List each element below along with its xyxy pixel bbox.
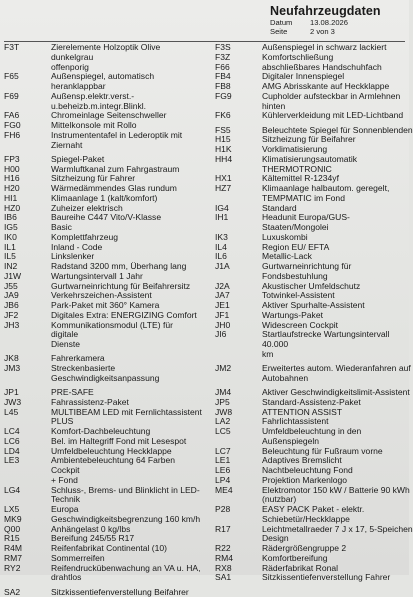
equipment-description: Europa <box>51 505 202 515</box>
equipment-code: H15 <box>215 135 262 145</box>
equipment-code: H16 <box>4 174 51 184</box>
equipment-row <box>4 588 202 597</box>
equipment-description: Kühlerverkleidung mit LED-Lichtband <box>262 111 413 121</box>
equipment-code: R4M <box>4 544 51 554</box>
equipment-code: IN2 <box>4 262 51 272</box>
equipment-description: Klimaanlage halbautom. geregelt, <box>262 184 413 194</box>
equipment-description: Schiebetür/Heckklappe <box>262 515 413 525</box>
equipment-row <box>215 243 413 253</box>
equipment-description: Digitaler Innenspiegel <box>262 72 413 82</box>
equipment-code: HH4 <box>215 155 262 175</box>
equipment-description: Chromeinlage Seitenschweller <box>51 111 202 121</box>
equipment-row <box>215 111 413 121</box>
equipment-description: Bel. im Haltegriff Fond mit Lesespot <box>51 437 202 447</box>
equipment-description: Kältemittel R-1234yf <box>262 174 413 184</box>
equipment-description: Autobahnen <box>262 374 413 384</box>
equipment-description: Außenspiegel in schwarz lackiert <box>262 43 413 53</box>
right-column <box>215 43 413 588</box>
equipment-code: JP5 <box>215 398 262 408</box>
equipment-description: + Fond <box>51 476 202 486</box>
equipment-description: Vorklimatisierung <box>262 145 413 155</box>
equipment-description: MULTIBEAM LED mit Fernlichtassistent <box>51 408 202 418</box>
equipment-description: Anhängelast 0 kg/lbs <box>51 525 202 535</box>
equipment-code: HI1 <box>4 194 51 204</box>
page-row <box>270 27 406 36</box>
equipment-code: H1K <box>215 145 262 155</box>
equipment-description: Standard-Assistenz-Paket <box>262 398 413 408</box>
equipment-code <box>215 350 262 360</box>
equipment-description: Linkslenker <box>51 252 202 262</box>
equipment-description: Design <box>262 534 413 544</box>
equipment-description: Geschwindigkeitsbegrenzung 160 km/h <box>51 515 202 525</box>
equipment-code: J2A <box>215 282 262 292</box>
equipment-row <box>215 364 413 374</box>
equipment-description: Rädergrößengruppe 2 <box>262 544 413 554</box>
equipment-code: LG4 <box>4 486 51 496</box>
equipment-code: H20 <box>4 184 51 194</box>
equipment-description: Widescreen Cockpit <box>262 321 413 331</box>
equipment-code: H00 <box>4 165 51 175</box>
equipment-code: Q00 <box>4 525 51 535</box>
equipment-row <box>4 243 202 253</box>
equipment-code: F3T <box>4 43 51 63</box>
equipment-description: Außenspiegel, automatisch heranklappbar <box>51 72 202 92</box>
equipment-code: R17 <box>215 525 262 535</box>
equipment-code <box>4 573 51 583</box>
equipment-row <box>215 155 413 175</box>
equipment-code: F3S <box>215 43 262 53</box>
equipment-code: FG9 <box>215 92 262 102</box>
equipment-code: J1A <box>215 262 262 282</box>
equipment-description: Cupholder aufsteckbar in Armlehnen <box>262 92 413 102</box>
equipment-description: Warmluftkanal zum Fahrgastraum <box>51 165 202 175</box>
equipment-description: Headunit Europa/GUS-Staaten/Mongolei <box>262 213 413 233</box>
equipment-description: Sitzheizung für Beifahrer <box>262 135 413 145</box>
equipment-code: JF2 <box>4 311 51 321</box>
equipment-description: Spiegel-Paket <box>51 155 202 165</box>
equipment-description: PRE-SAFE <box>51 388 202 398</box>
equipment-code <box>4 340 51 350</box>
equipment-description: (nutzbar) <box>262 495 413 505</box>
equipment-description: Sitzkissentiefenverstellung Fahrer <box>262 573 413 583</box>
equipment-row <box>215 427 413 447</box>
equipment-code: ME4 <box>215 486 262 496</box>
equipment-code: FB4 <box>215 72 262 82</box>
equipment-code <box>4 141 51 151</box>
equipment-code: FB8 <box>215 82 262 92</box>
equipment-description: drahtlos <box>51 573 202 583</box>
equipment-row <box>4 486 202 496</box>
equipment-description: Klimaanlage 1 (kalt/komfort) <box>51 194 202 204</box>
equipment-description: Gurtwarneinrichtung für Fondsbestuhlung <box>262 262 413 282</box>
equipment-code: JW8 <box>215 408 262 418</box>
equipment-row <box>4 456 202 476</box>
equipment-description: Mittelkonsole mit Rollo <box>51 121 202 131</box>
equipment-code: LE3 <box>4 456 51 476</box>
equipment-description: Inland - Code <box>51 243 202 253</box>
equipment-code: IL5 <box>4 252 51 262</box>
equipment-description: AMG Abrisskante auf Heckklappe <box>262 82 413 92</box>
equipment-code: IG5 <box>4 223 51 233</box>
page-label: Seite <box>270 27 310 36</box>
date-value: 13.08.2026 <box>310 18 348 27</box>
equipment-description: Sitzheizung für Fahrer <box>51 174 202 184</box>
equipment-code: JI6 <box>215 330 262 350</box>
equipment-description: Nachtbeleuchtung Fond <box>262 466 413 476</box>
equipment-code: JP1 <box>4 388 51 398</box>
equipment-code: FK6 <box>215 111 262 121</box>
equipment-code: HZ7 <box>215 184 262 194</box>
equipment-description: Beleuchtete Spiegel für Sonnenblenden <box>262 126 413 136</box>
equipment-description: ATTENTION ASSIST <box>262 408 413 418</box>
equipment-row <box>4 564 202 574</box>
equipment-description: Klimatisierungsautomatik THERMOTRONIC <box>262 155 413 175</box>
equipment-row <box>4 72 202 92</box>
equipment-code: LC7 <box>215 447 262 457</box>
equipment-code: JH3 <box>4 321 51 341</box>
page-value: 2 von 3 <box>310 27 335 36</box>
equipment-code: F66 <box>215 63 262 73</box>
equipment-description: Schluss-, Brems- und Blinklicht in LED- <box>51 486 202 496</box>
equipment-row <box>4 141 202 151</box>
equipment-code: IB6 <box>4 213 51 223</box>
equipment-row <box>215 92 413 102</box>
equipment-row <box>4 374 202 384</box>
equipment-code: JE1 <box>215 301 262 311</box>
equipment-description: Dienste <box>51 340 202 350</box>
equipment-code: J1W <box>4 272 51 282</box>
equipment-description: Komfort-Dachbeleuchtung <box>51 427 202 437</box>
equipment-description: abschließbares Handschuhfach <box>262 63 413 73</box>
equipment-description: Totwinkel-Assistent <box>262 291 413 301</box>
equipment-row <box>4 131 202 141</box>
equipment-row <box>215 213 413 233</box>
equipment-row <box>4 213 202 223</box>
equipment-description: Kommunikationsmodul (LTE) für digitale <box>51 321 202 341</box>
equipment-description: PLUS <box>51 417 202 427</box>
equipment-description: Fahrassistenz-Paket <box>51 398 202 408</box>
equipment-description: Aktiver Geschwindigkeitslimit-Assistent <box>262 388 413 398</box>
equipment-description: hinten <box>262 102 413 112</box>
equipment-code: JA9 <box>4 291 51 301</box>
equipment-code: R22 <box>215 544 262 554</box>
equipment-row <box>215 262 413 282</box>
date-row <box>270 18 406 27</box>
equipment-code: JA7 <box>215 291 262 301</box>
equipment-description: Park-Paket mit 360° Kamera <box>51 301 202 311</box>
equipment-description: Wartungsintervall 1 Jahr <box>51 272 202 282</box>
equipment-code: IL4 <box>215 243 262 253</box>
equipment-row <box>215 573 413 583</box>
equipment-description: Zuheizer elektrisch <box>51 204 202 214</box>
equipment-code: RY2 <box>4 564 51 574</box>
equipment-row <box>4 408 202 418</box>
left-column <box>4 43 202 597</box>
equipment-description: Wärmedämmendes Glas rundum <box>51 184 202 194</box>
equipment-description: TEMPMATIC im Fond <box>262 194 413 204</box>
equipment-code: HZ0 <box>4 204 51 214</box>
document-title: Neufahrzeugdaten <box>270 4 406 18</box>
equipment-description: Leichtmetallraeder 7 J x 17, 5-Speichen <box>262 525 413 535</box>
equipment-description: Adaptives Bremslicht <box>262 456 413 466</box>
equipment-description: Reifendruckübenwachung an VA u. HA, <box>51 564 202 574</box>
equipment-description: Aktiver Spurhalte-Assistent <box>262 301 413 311</box>
equipment-description: Reifenfabrikat Continental (10) <box>51 544 202 554</box>
equipment-code: LP4 <box>215 476 262 486</box>
equipment-description: km <box>262 350 413 360</box>
equipment-description: Digitales Extra: ENERGIZING Comfort <box>51 311 202 321</box>
equipment-description: Luxuskombi <box>262 233 413 243</box>
equipment-description: Streckenbasierte <box>51 364 202 374</box>
equipment-code: LC5 <box>215 427 262 447</box>
equipment-code: JF1 <box>215 311 262 321</box>
equipment-code: JK8 <box>4 354 51 364</box>
equipment-description: Projektion Markenlogo <box>262 476 413 486</box>
equipment-description: EASY PACK Paket - elektr. <box>262 505 413 515</box>
equipment-code <box>215 374 262 384</box>
equipment-description: Baureihe C447 Vito/V-Klasse <box>51 213 202 223</box>
equipment-description: Bereifung 245/55 R17 <box>51 534 202 544</box>
equipment-description: Räderfabrikat Ronal <box>262 564 413 574</box>
equipment-row <box>4 233 202 243</box>
equipment-row <box>215 486 413 496</box>
equipment-code: IL6 <box>215 252 262 262</box>
equipment-description: Komfortbereifung <box>262 554 413 564</box>
equipment-description: Radstand 3200 mm, Überhang lang <box>51 262 202 272</box>
equipment-code: R15 <box>4 534 51 544</box>
equipment-code: MK9 <box>4 515 51 525</box>
equipment-description: Umfeldbeleuchtung in den Außenspiegeln <box>262 427 413 447</box>
equipment-row <box>4 340 202 350</box>
equipment-description: Außensp.elektr.verst.- <box>51 92 202 102</box>
equipment-description: Basic <box>51 223 202 233</box>
equipment-description: Fahrerkamera <box>51 354 202 364</box>
equipment-code: IH1 <box>215 213 262 233</box>
equipment-description: Startlaufstrecke Wartungsintervall 40.000 <box>262 330 413 350</box>
equipment-row <box>4 43 202 63</box>
equipment-row <box>215 194 413 204</box>
equipment-code: JM4 <box>215 388 262 398</box>
equipment-code: SA2 <box>4 588 51 597</box>
equipment-description: Technik <box>51 495 202 505</box>
equipment-description: Wartungs-Paket <box>262 311 413 321</box>
equipment-code: RM7 <box>4 554 51 564</box>
equipment-description: Sitzkissentiefenverstellung Beifahrer <box>51 588 202 597</box>
equipment-description: Beleuchtung für Fußraum vorne <box>262 447 413 457</box>
equipment-row <box>215 525 413 535</box>
equipment-code: IG4 <box>215 204 262 214</box>
equipment-code: LC6 <box>4 437 51 447</box>
equipment-row <box>215 374 413 384</box>
equipment-code: P28 <box>215 505 262 515</box>
equipment-description: Akustischer Umfeldschutz <box>262 282 413 292</box>
equipment-description: Fahrlichtassistent <box>262 417 413 427</box>
equipment-description: Metallic-Lack <box>262 252 413 262</box>
equipment-row <box>4 495 202 505</box>
equipment-code: JB6 <box>4 301 51 311</box>
equipment-description: Erweitertes autom. Wiederanfahren auf <box>262 364 413 374</box>
equipment-description: Geschwindigkeitsanpassung <box>51 374 202 384</box>
equipment-row <box>4 321 202 341</box>
equipment-description: Elektromotor 150 kW / Batterie 90 kWh <box>262 486 413 496</box>
equipment-code: JM2 <box>215 364 262 374</box>
equipment-code: F3Z <box>215 53 262 63</box>
equipment-code: LA2 <box>215 417 262 427</box>
equipment-code: IL1 <box>4 243 51 253</box>
equipment-description: Ambientebeleuchtung 64 Farben Cockpit <box>51 456 202 476</box>
equipment-code: LE6 <box>215 466 262 476</box>
equipment-description: offenporig <box>51 63 202 73</box>
equipment-code: FP3 <box>4 155 51 165</box>
equipment-code <box>4 374 51 384</box>
equipment-description: Region EU/ EFTA <box>262 243 413 253</box>
equipment-code: LX5 <box>4 505 51 515</box>
equipment-code: HX1 <box>215 174 262 184</box>
equipment-code: IK0 <box>4 233 51 243</box>
date-label: Datum <box>270 18 310 27</box>
equipment-code: FS5 <box>215 126 262 136</box>
equipment-code: LE1 <box>215 456 262 466</box>
equipment-description: Instrumententafel in Lederoptik mit <box>51 131 202 141</box>
equipment-description: Verkehrszeichen-Assistent <box>51 291 202 301</box>
equipment-code: LC4 <box>4 427 51 437</box>
equipment-row <box>215 330 413 350</box>
equipment-row <box>215 350 413 360</box>
equipment-code: SA1 <box>215 573 262 583</box>
equipment-code: JH0 <box>215 321 262 331</box>
equipment-code: F69 <box>4 92 51 102</box>
equipment-description: Gurtwarneinrichtung für Beifahrersitz <box>51 282 202 292</box>
document-header <box>270 4 406 36</box>
equipment-code: JW3 <box>4 398 51 408</box>
equipment-code: IK3 <box>215 233 262 243</box>
equipment-description: Ziernaht <box>51 141 202 151</box>
equipment-code: J55 <box>4 282 51 292</box>
equipment-row <box>4 573 202 583</box>
equipment-code: LD4 <box>4 447 51 457</box>
equipment-code: F65 <box>4 72 51 92</box>
equipment-description: Standard <box>262 204 413 214</box>
equipment-code: FH6 <box>4 131 51 141</box>
equipment-code: L45 <box>4 408 51 418</box>
equipment-code: FA6 <box>4 111 51 121</box>
equipment-code: RX8 <box>215 564 262 574</box>
equipment-code: FG0 <box>4 121 51 131</box>
equipment-description: Komplettfahrzeug <box>51 233 202 243</box>
equipment-description: Sommerreifen <box>51 554 202 564</box>
equipment-code: JM3 <box>4 364 51 374</box>
equipment-description: Umfeldbeleuchtung Heckklappe <box>51 447 202 457</box>
equipment-description: Komfortschließung <box>262 53 413 63</box>
equipment-code: RM4 <box>215 554 262 564</box>
equipment-description: u.beheizb.m.integr.Blinkl. <box>51 102 202 112</box>
equipment-description: Zierelemente Holzoptik Olive dunkelgrau <box>51 43 202 63</box>
